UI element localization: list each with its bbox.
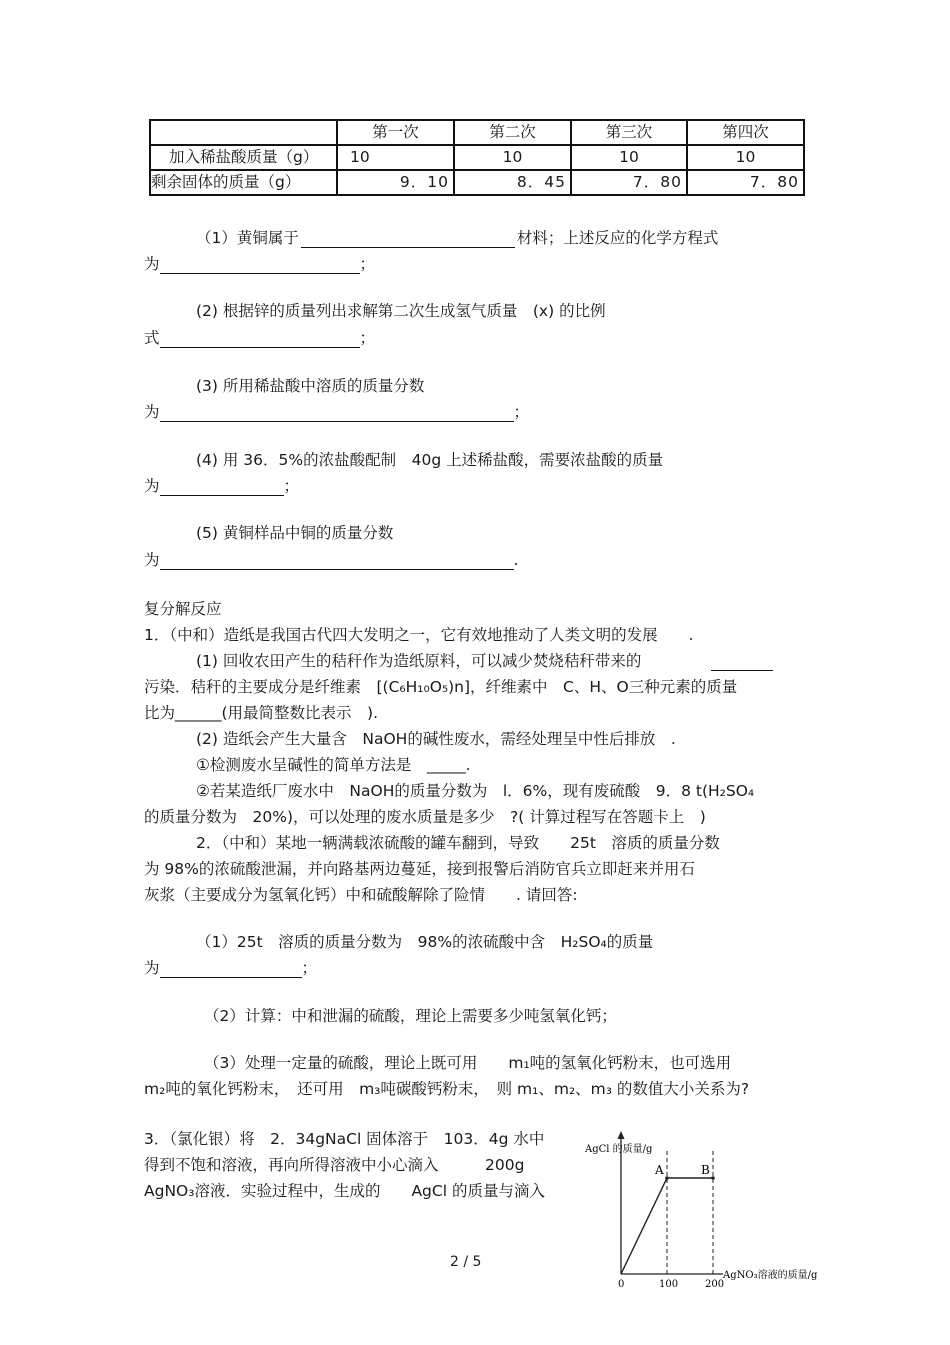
answer-blank[interactable]: [711, 652, 773, 671]
table-row: [150, 170, 804, 195]
y-axis-arrow-icon: [618, 1131, 625, 1139]
problem-3-line: AgNO₃溶液．实验过程中，生成的 AgCl 的质量与滴入: [144, 1182, 545, 1200]
table-cell: 8．45: [454, 170, 571, 195]
question-1-answer-line: [144, 252, 375, 274]
problem-2-line: m₂吨的氧化钙粉末， 还可用 m₃吨碳酸钙粉末， 则 m₁、m₂、m₃ 的数值大小关系为?: [144, 1080, 750, 1098]
question-4-answer-line: [144, 474, 299, 496]
question-text: .: [513, 551, 519, 569]
question-text: 材料；上述反应的化学方程式: [516, 229, 719, 247]
table-header-cell: 第三次: [571, 120, 687, 145]
experiment-table: [149, 119, 805, 196]
problem-2-line: （2）计算：中和泄漏的硫酸，理论上需要多少吨氢氧化钙；: [204, 1007, 617, 1025]
x-axis-label: AgNO₃溶液的质量/g: [723, 1270, 818, 1281]
table-cell: 10: [454, 145, 571, 170]
problem-1-line: [196, 649, 773, 671]
chart-marks: [618, 1150, 724, 1290]
question-text: ；: [359, 255, 376, 273]
problem-2-line: 为 98%的浓硫酸泄漏，并向路基两边蔓延，接到报警后消防官兵立即赶来并用石: [144, 860, 695, 878]
question-3-line: (3) 所用稀盐酸中溶质的质量分数: [196, 377, 425, 395]
x-tick-label: 100: [659, 1279, 679, 1290]
row-label: 剩余固体的质量（g）: [150, 170, 337, 195]
question-text: 为: [144, 551, 160, 569]
x-tick-label: 0: [618, 1279, 625, 1290]
question-text: ；: [283, 477, 300, 495]
question-2-answer-line: [144, 326, 375, 348]
question-5-line: (5) 黄铜样品中铜的质量分数: [196, 524, 394, 542]
table-row: [150, 145, 804, 170]
x-tick-label: 200: [705, 1279, 725, 1290]
question-text: 式: [144, 329, 160, 347]
question-text: 为: [144, 477, 160, 495]
problem-2-line: 灰浆（主要成分为氢氧化钙）中和硫酸解除了险情 . 请回答:: [144, 886, 578, 904]
table-header-cell: [150, 120, 337, 145]
data-point: [711, 1176, 715, 1180]
answer-blank[interactable]: [160, 477, 284, 496]
problem-2-line: 2．（中和）某地一辆满载浓硫酸的罐车翻到，导致 25t 溶质的质量分数: [196, 834, 720, 852]
point-label: A: [655, 1163, 664, 1177]
problem-1-line: 污染．秸秆的主要成分是纤维素 [(C₆H₁₀O₅)n]，纤维素中 C、H、O三种元素的质量: [144, 678, 738, 696]
answer-blank[interactable]: [160, 403, 514, 422]
answer-blank[interactable]: [301, 229, 515, 248]
problem-1-line: 的质量分数为 20%)，可以处理的废水质量是多少 ?( 计算过程写在答题卡上 ): [144, 808, 706, 826]
data-point: [665, 1176, 669, 1180]
problem-2-answer-line: [144, 956, 317, 978]
question-text: ；: [359, 329, 376, 347]
answer-blank[interactable]: [160, 329, 360, 348]
problem-3-line: 3．（氯化银）将 2．34gNaCl 固体溶于 103．4g 水中: [144, 1130, 545, 1148]
problem-2-line: （3）处理一定量的硫酸，理论上既可用 m₁吨的氢氧化钙粉末，也可选用: [204, 1054, 732, 1072]
problem-1-line: ①检测废水呈碱性的简单方法是 _____.: [196, 756, 471, 774]
table-cell: 10: [687, 145, 804, 170]
problem-1-line: ②若某造纸厂废水中 NaOH的质量分数为 l．6%，现有废硫酸 9．8 t(H₂SO₄: [196, 782, 755, 800]
question-1-line: [196, 226, 718, 248]
page-number: 2 / 5: [450, 1254, 482, 1270]
question-text: ；: [301, 959, 318, 977]
problem-1-line: (2) 造纸会产生大量含 NaOH的碱性废水，需经处理呈中性后排放 .: [196, 730, 676, 748]
table-header-cell: 第四次: [687, 120, 804, 145]
problem-3-line: 得到不饱和溶液，再向所得溶液中小心滴入 200g: [144, 1156, 525, 1174]
row-label: 加入稀盐酸质量（g）: [150, 145, 337, 170]
section-title: 复分解反应: [144, 600, 222, 618]
question-4-line: (4) 用 36．5%的浓盐酸配制 40g 上述稀盐酸，需要浓盐酸的质量: [196, 451, 664, 469]
table-cell: 9．10: [337, 170, 454, 195]
table-header-cell: 第二次: [454, 120, 571, 145]
problem-1-line: 1．（中和）造纸是我国古代四大发明之一，它有效地推动了人类文明的发展 .: [144, 626, 694, 644]
y-axis-label: AgCl 的质量/g: [585, 1144, 653, 1155]
answer-blank[interactable]: [160, 551, 514, 570]
question-text: 为: [144, 255, 160, 273]
answer-blank[interactable]: [160, 255, 360, 274]
table-cell: 7．80: [687, 170, 804, 195]
question-text: （1）黄铜属于: [196, 229, 299, 247]
table-header-cell: 第一次: [337, 120, 454, 145]
question-5-answer-line: [144, 548, 518, 570]
problem-2-line: （1）25t 溶质的质量分数为 98%的浓硫酸中含 H₂SO₄的质量: [196, 933, 654, 951]
question-3-answer-line: [144, 400, 529, 422]
table-cell: 7．80: [571, 170, 687, 195]
question-text: 为: [144, 959, 160, 977]
question-2-line: (2) 根据锌的质量列出求解第二次生成氢气质量 (x) 的比例: [196, 302, 606, 320]
question-text: (1) 回收农田产生的秸秆作为造纸原料，可以减少焚烧秸秆带来的: [196, 652, 642, 670]
table-cell: 10: [337, 145, 454, 170]
table-header-row: [150, 120, 804, 145]
problem-1-line: 比为______(用最简整数比表示 ).: [144, 704, 379, 722]
question-text: ；: [513, 403, 530, 421]
agcl-mass-chart: [585, 1128, 835, 1290]
table-cell: 10: [571, 145, 687, 170]
point-label: B: [701, 1163, 710, 1177]
question-text: 为: [144, 403, 160, 421]
answer-blank[interactable]: [160, 959, 302, 978]
